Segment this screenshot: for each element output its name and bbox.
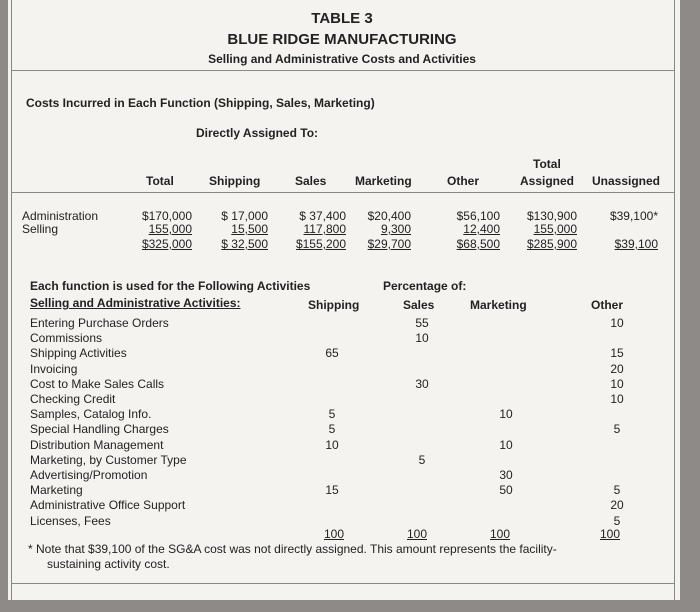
total-marketing: 100 xyxy=(489,527,511,541)
activity-other-value: 5 xyxy=(613,513,621,528)
activity-sales-value: 10 xyxy=(415,331,429,346)
activity-other-value: 10 xyxy=(610,376,624,391)
activity-shipping-value: 5 xyxy=(328,407,336,422)
left-border xyxy=(11,0,12,600)
activity-other-value: 10 xyxy=(610,316,624,330)
row-label-administration: Administration xyxy=(22,209,99,223)
col-header-assigned: Assigned xyxy=(520,174,575,188)
activity-marketing-value: 30 xyxy=(499,468,513,482)
selling-sales: 117,800 xyxy=(303,222,346,236)
sum-total-assigned: $285,900 xyxy=(526,237,577,251)
activity-shipping-value: 65 xyxy=(325,346,339,361)
activity-label: Commissions xyxy=(30,331,103,346)
selling-other: 12,400 xyxy=(463,222,500,236)
activity-marketing-value: 50 xyxy=(499,483,513,498)
activity-label: Checking Credit xyxy=(30,392,116,406)
activity-other-value: 20 xyxy=(610,498,624,513)
activity-sales-value: 30 xyxy=(415,376,429,391)
sum-sales: $155,200 xyxy=(295,237,346,251)
sum-total: $325,000 xyxy=(141,237,192,251)
selling-total-assigned: 155,000 xyxy=(533,222,577,236)
activities-col-shipping: Shipping xyxy=(308,298,360,312)
total-sales: 100 xyxy=(406,527,428,541)
bottom-rule xyxy=(12,583,674,584)
sum-marketing: $29,700 xyxy=(367,237,411,251)
col-header-unassigned: Unassigned xyxy=(592,174,661,188)
admin-shipping: $ 17,000 xyxy=(221,209,268,223)
activity-other-value: 15 xyxy=(610,346,624,361)
footnote-line-1: * Note that $39,100 of the SG&A cost was not directly assigned. This amount represents the facility- xyxy=(28,542,557,556)
col-header-total-2: Total xyxy=(533,157,561,171)
col-header-sales: Sales xyxy=(295,174,327,188)
activity-shipping-value: 15 xyxy=(325,483,339,498)
admin-sales: $ 37,400 xyxy=(299,209,346,223)
activity-label: Marketing, by Customer Type xyxy=(30,452,187,467)
activities-col-sales: Sales xyxy=(403,298,435,312)
activity-other-value: 5 xyxy=(613,483,621,498)
selling-total: 155,000 xyxy=(148,222,192,236)
col-header-other: Other xyxy=(447,174,480,188)
activity-label: Special Handling Charges xyxy=(30,422,169,437)
sum-shipping: $ 32,500 xyxy=(221,237,268,251)
activity-sales-value: 5 xyxy=(418,452,426,467)
activity-shipping-value: 10 xyxy=(325,437,339,452)
activity-label: Advertising/Promotion xyxy=(30,468,148,482)
percentage-of-label: Percentage of: xyxy=(383,279,467,293)
activity-label: Administrative Office Support xyxy=(30,498,186,513)
activity-marketing-value: 10 xyxy=(499,407,513,422)
directly-assigned-label: Directly Assigned To: xyxy=(196,126,319,140)
activity-label: Marketing xyxy=(30,483,83,498)
footnote-line-2: sustaining activity cost. xyxy=(47,557,170,571)
col-header-total: Total xyxy=(146,174,174,188)
activities-col-marketing: Marketing xyxy=(470,298,527,312)
selling-shipping: 15,500 xyxy=(231,222,268,236)
selling-marketing: 9,300 xyxy=(380,222,411,236)
right-border xyxy=(674,0,675,600)
admin-unassigned: $39,100* xyxy=(609,209,658,223)
admin-total: $170,000 xyxy=(141,209,192,223)
activity-label: Samples, Catalog Info. xyxy=(30,407,152,422)
costs-section-title: Costs Incurred in Each Function (Shipping, Sales, Marketing) xyxy=(26,96,375,110)
sum-unassigned: $39,100 xyxy=(614,237,658,251)
activity-label: Licenses, Fees xyxy=(30,513,111,528)
company-name: BLUE RIDGE MANUFACTURING xyxy=(227,31,457,48)
activities-title: Each function is used for the Following Activities xyxy=(30,279,311,293)
activity-other-value: 5 xyxy=(613,422,621,437)
total-other: 100 xyxy=(599,527,621,541)
activity-label: Entering Purchase Orders xyxy=(30,316,169,330)
col-header-shipping: Shipping xyxy=(209,174,261,188)
header-rule xyxy=(12,70,674,71)
costs-header-rule xyxy=(12,192,674,193)
admin-marketing: $20,400 xyxy=(367,209,411,223)
activity-marketing-value: 10 xyxy=(499,437,513,452)
activity-sales-value: 55 xyxy=(415,316,429,330)
table-number: TABLE 3 xyxy=(311,10,373,27)
activities-col-label: Selling and Administrative Activities: xyxy=(30,296,241,310)
admin-other: $56,100 xyxy=(456,209,500,223)
sum-other: $68,500 xyxy=(456,237,500,251)
row-label-selling: Selling xyxy=(22,222,59,236)
activity-label: Invoicing xyxy=(30,361,78,376)
table-subtitle: Selling and Administrative Costs and Activities xyxy=(208,52,476,66)
activity-label: Distribution Management xyxy=(30,437,164,452)
admin-total-assigned: $130,900 xyxy=(526,209,577,223)
activity-label: Shipping Activities xyxy=(30,346,127,361)
activity-other-value: 10 xyxy=(610,392,624,406)
total-shipping: 100 xyxy=(323,527,345,541)
activity-other-value: 20 xyxy=(610,361,624,376)
activity-shipping-value: 5 xyxy=(328,422,336,437)
activities-col-other: Other xyxy=(591,298,624,312)
col-header-marketing: Marketing xyxy=(355,174,412,188)
activity-label: Cost to Make Sales Calls xyxy=(30,376,165,391)
